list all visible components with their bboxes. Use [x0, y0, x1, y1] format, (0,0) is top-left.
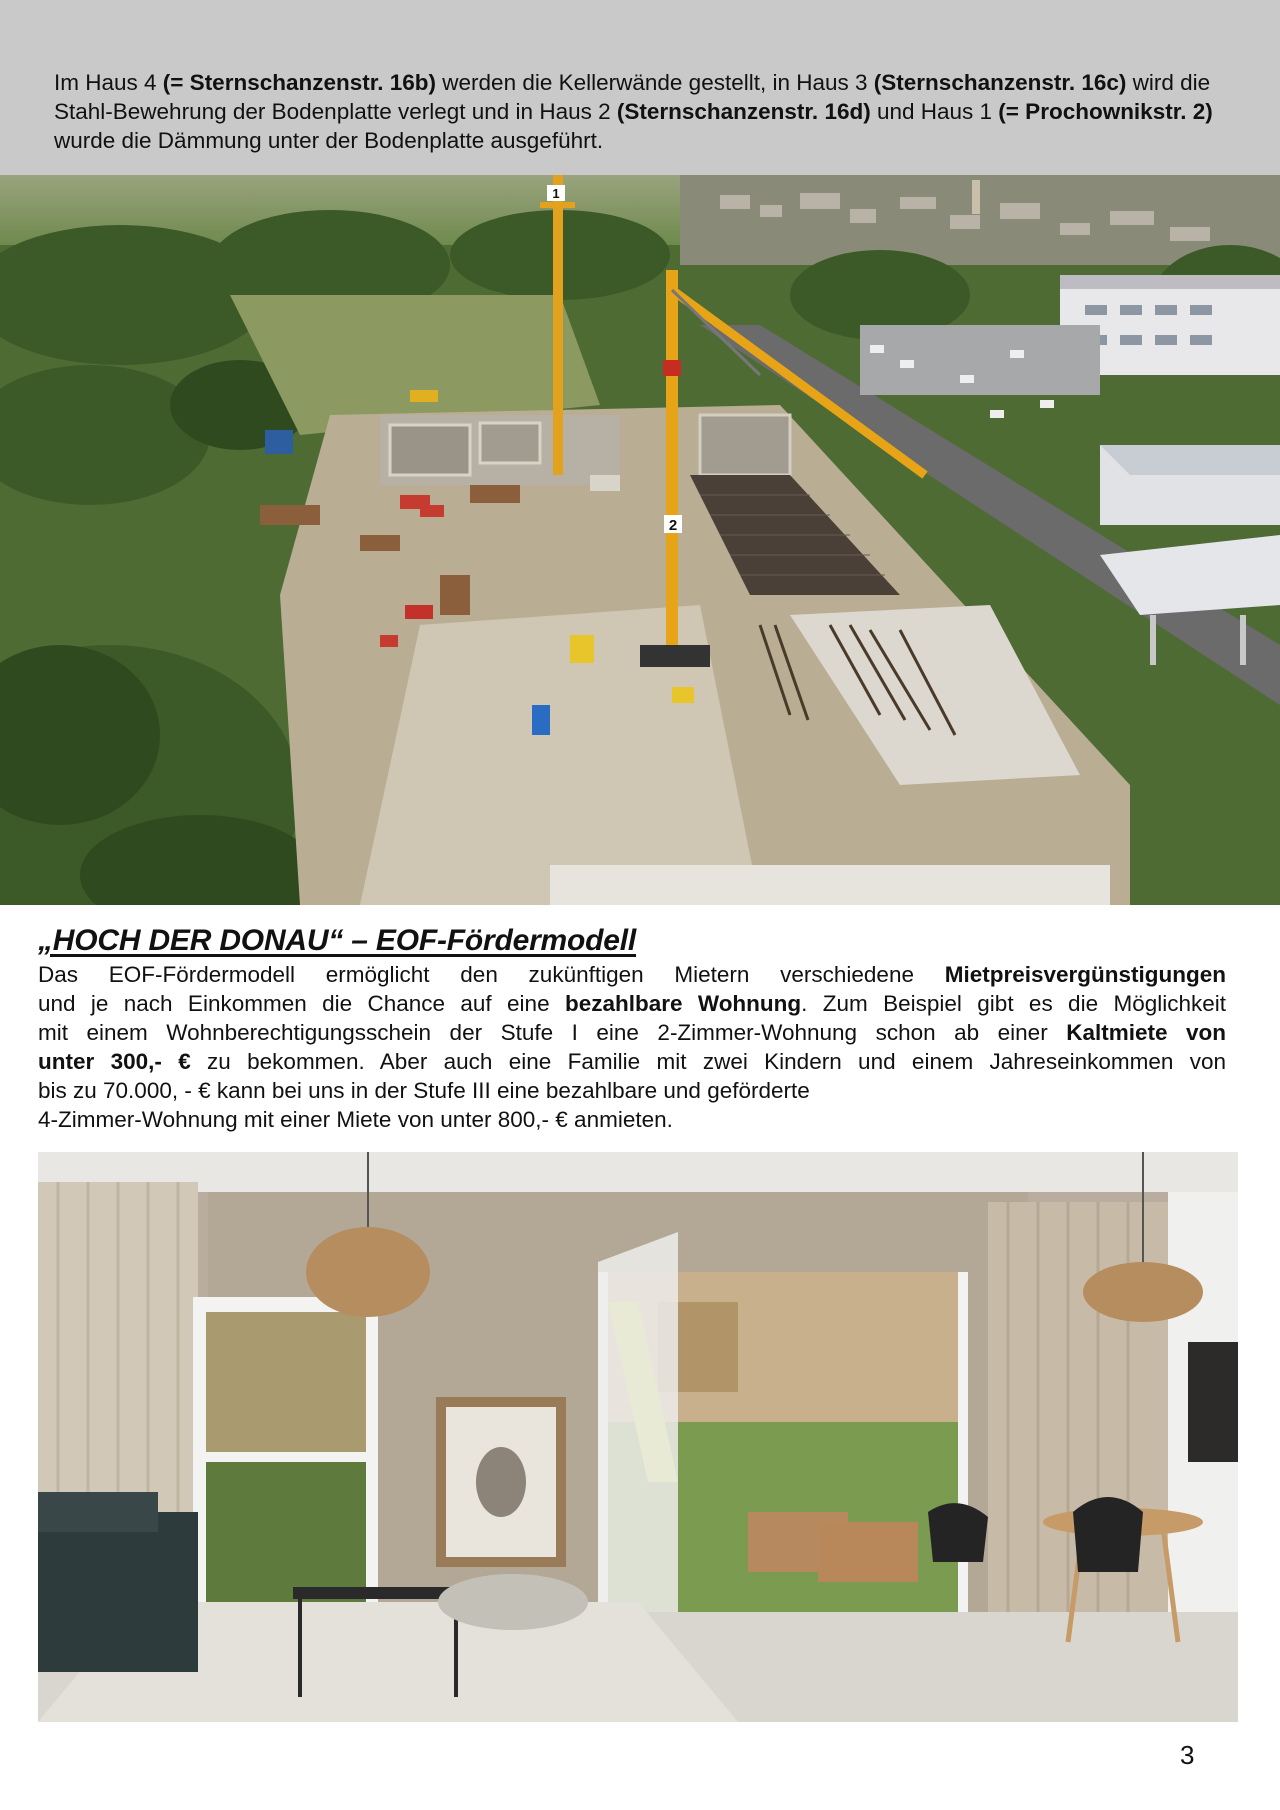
crane-2-label: 2 — [668, 517, 678, 534]
body-line-4: unter 300,- € zu bekommen. Aber auch eine Familie mit zwei Kindern und einem Jahreseinkommen von — [38, 1049, 1226, 1074]
crane-1-label: 1 — [552, 186, 560, 201]
intro-paragraph: Im Haus 4 (= Sternschanzenstr. 16b) werden die Kellerwände gestellt, in Haus 3 (Sternschanzenstr. 16c) wird die Stahl-Bewehrung der Bodenplatte verlegt und in Haus 2 (Sternschanzenstr. 16d) und Haus 1 (= Prochownikstr. 2) wurde die Dämmung unter der Bodenplatte ausgeführt. — [54, 70, 1213, 153]
section-body — [38, 960, 1226, 1134]
body-line-3: mit einem Wohnberechtigungsschein der Stufe I eine 2-Zimmer-Wohnung schon ab einer Kaltmiete von — [38, 1020, 1226, 1045]
section-heading: „HOCH DER DONAU“ – EOF-Fördermodell — [38, 924, 637, 957]
body-line-5: bis zu 70.000, - € kann bei uns in der Stufe III eine bezahlbare und geförderte — [38, 1078, 810, 1103]
body-line-2: und je nach Einkommen die Chance auf eine bezahlbare Wohnung. Zum Beispiel gibt es die Möglichkeit — [38, 991, 1226, 1016]
apartment-interior-rendering — [38, 1152, 1238, 1722]
page-number: 3 — [1180, 1740, 1195, 1770]
body-line-1: Das EOF-Fördermodell ermöglicht den zukünftigen Mietern verschiedene Mietpreisvergünstigungen — [38, 962, 1226, 987]
construction-site-aerial-photo — [0, 175, 1280, 905]
body-line-6: 4-Zimmer-Wohnung mit einer Miete von unter 800,- € anmieten. — [38, 1107, 673, 1132]
